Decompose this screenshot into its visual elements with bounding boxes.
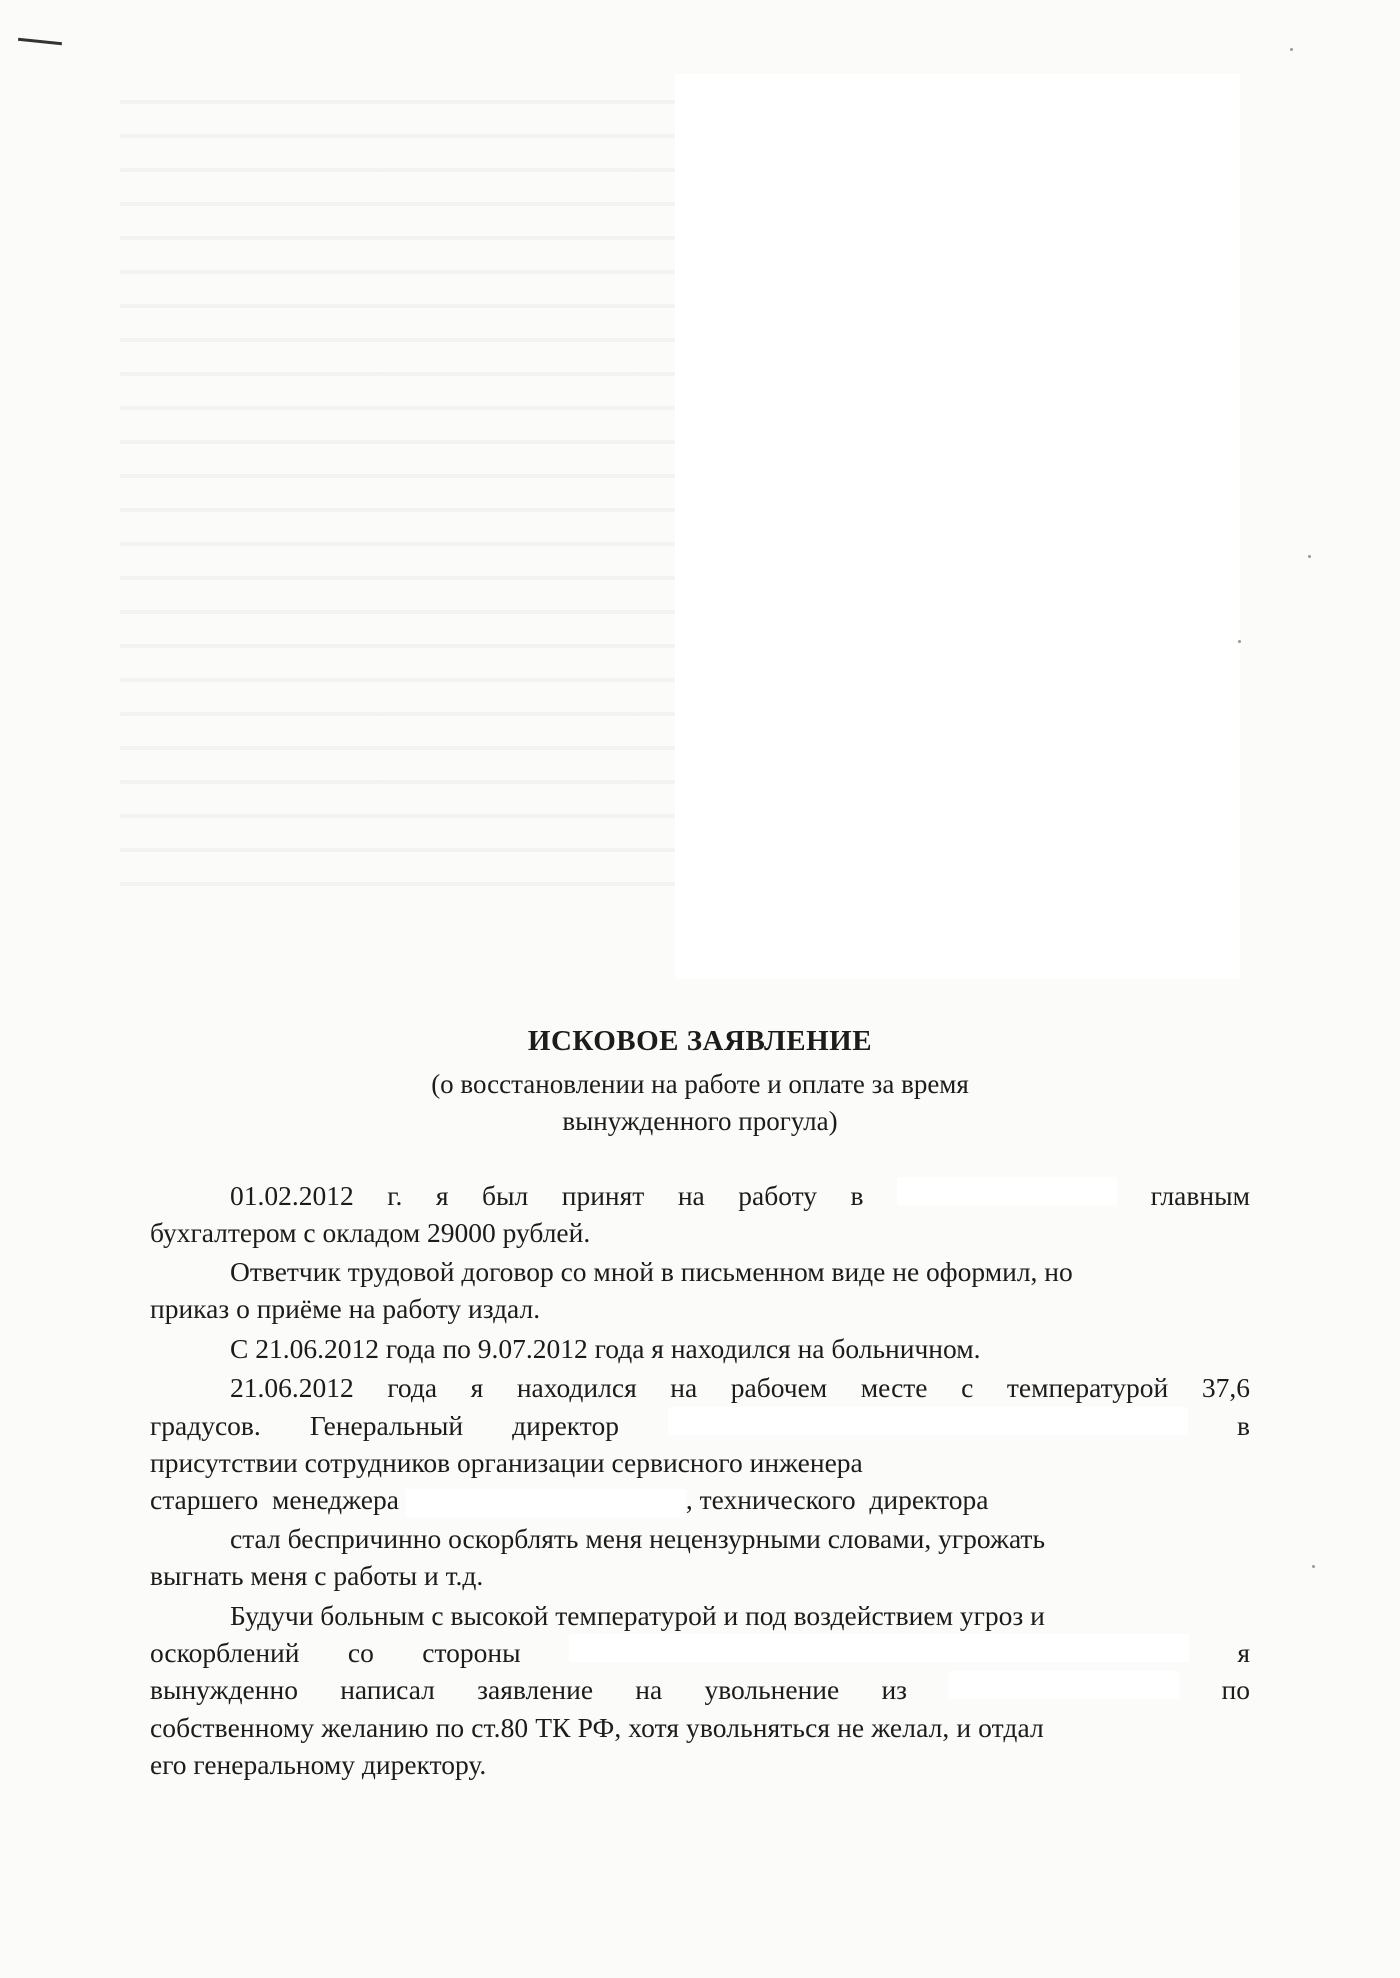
text-word: г. <box>387 1180 403 1211</box>
redacted-name <box>569 1634 1189 1662</box>
text-word: из <box>881 1674 908 1705</box>
redacted-manager-name <box>406 1489 686 1517</box>
redacted-director-name <box>668 1407 1188 1435</box>
text-word: был <box>482 1180 529 1211</box>
text-word: директора <box>869 1484 989 1515</box>
text-word: Генеральный <box>309 1410 464 1441</box>
text-word: года <box>387 1372 438 1403</box>
redacted-header-block <box>675 74 1240 979</box>
body-line: бухгалтером с окладом 29000 рублей. <box>150 1217 591 1248</box>
text-word: я <box>1237 1637 1250 1668</box>
text-word: со <box>347 1637 374 1668</box>
text-word: температурой <box>1006 1372 1169 1403</box>
scan-speck <box>1238 640 1241 643</box>
body-line <box>150 1444 1250 1481</box>
redacted-organization <box>949 1671 1179 1699</box>
text-word: месте <box>860 1372 928 1403</box>
body-line <box>150 1407 1250 1444</box>
body-line <box>150 1634 1250 1671</box>
text-word: 37,6 <box>1201 1372 1250 1403</box>
subtitle-line: вынужденного прогула) <box>562 1106 838 1136</box>
text-word: рабочем <box>730 1372 828 1403</box>
body-line: Ответчик трудовой договор со мной в письменном виде не оформил, но <box>230 1256 1073 1287</box>
text-word: вынужденно <box>150 1674 298 1705</box>
text-word: директор <box>512 1410 619 1441</box>
body-line <box>150 1481 1250 1518</box>
text-word: менеджера <box>272 1484 399 1515</box>
text-word: в <box>1237 1410 1250 1441</box>
scan-mark <box>18 38 62 46</box>
text-word: градусов. <box>150 1410 261 1441</box>
faded-header-text <box>120 70 680 890</box>
text-word: 01.02.2012 <box>230 1180 354 1211</box>
scan-speck <box>1312 1565 1315 1568</box>
scan-speck <box>1290 48 1293 51</box>
text-word: на <box>670 1372 698 1403</box>
text-word: работу <box>738 1180 818 1211</box>
text-word: 21.06.2012 <box>230 1372 354 1403</box>
text-word: я <box>435 1180 449 1211</box>
text-word: на <box>635 1674 663 1705</box>
text-word: , технического <box>685 1484 856 1515</box>
text-word: по <box>1221 1674 1250 1705</box>
text-word: стороны <box>422 1637 521 1668</box>
body-line: выгнать меня с работы и т.д. <box>150 1560 484 1591</box>
text-word: старшего <box>150 1484 259 1515</box>
scan-speck <box>1308 555 1311 558</box>
body-line <box>150 1671 1250 1708</box>
body-line: С 21.06.2012 года по 9.07.2012 года я находился на больничном. <box>230 1333 981 1364</box>
text-word: в <box>850 1180 864 1211</box>
document-subtitle <box>0 1066 1400 1140</box>
text-word: на <box>677 1180 705 1211</box>
text-word: увольнение <box>704 1674 840 1705</box>
text-word: принят <box>561 1180 645 1211</box>
body-line: стал беспричинно оскорблять меня нецензурными словами, угрожать <box>230 1523 1045 1554</box>
text-word: заявление <box>477 1674 594 1705</box>
text-word: я <box>470 1372 484 1403</box>
text-word: написал <box>340 1674 435 1705</box>
text-word: оскорблений <box>150 1637 300 1668</box>
body-line: собственному желанию по ст.80 ТК РФ, хотя увольняться не желал, и отдал <box>150 1712 1044 1743</box>
body-line: его генеральному директору. <box>150 1749 487 1780</box>
body-line <box>150 1177 1250 1214</box>
document-title: ИСКОВОЕ ЗАЯВЛЕНИЕ <box>527 1025 873 1057</box>
text-span: присутствии сотрудников организации сервисного инженера <box>150 1447 863 1478</box>
subtitle-line: (о восстановлении на работе и оплате за время <box>431 1069 969 1099</box>
text-word: находился <box>516 1372 637 1403</box>
body-line: Будучи больным с высокой температурой и под воздействием угроз и <box>230 1600 1045 1631</box>
text-word: с <box>961 1372 974 1403</box>
text-word: главным <box>1150 1180 1250 1211</box>
body-line: приказ о приёме на работу издал. <box>150 1293 541 1324</box>
redacted-employer <box>897 1177 1117 1205</box>
body-line <box>150 1369 1250 1406</box>
